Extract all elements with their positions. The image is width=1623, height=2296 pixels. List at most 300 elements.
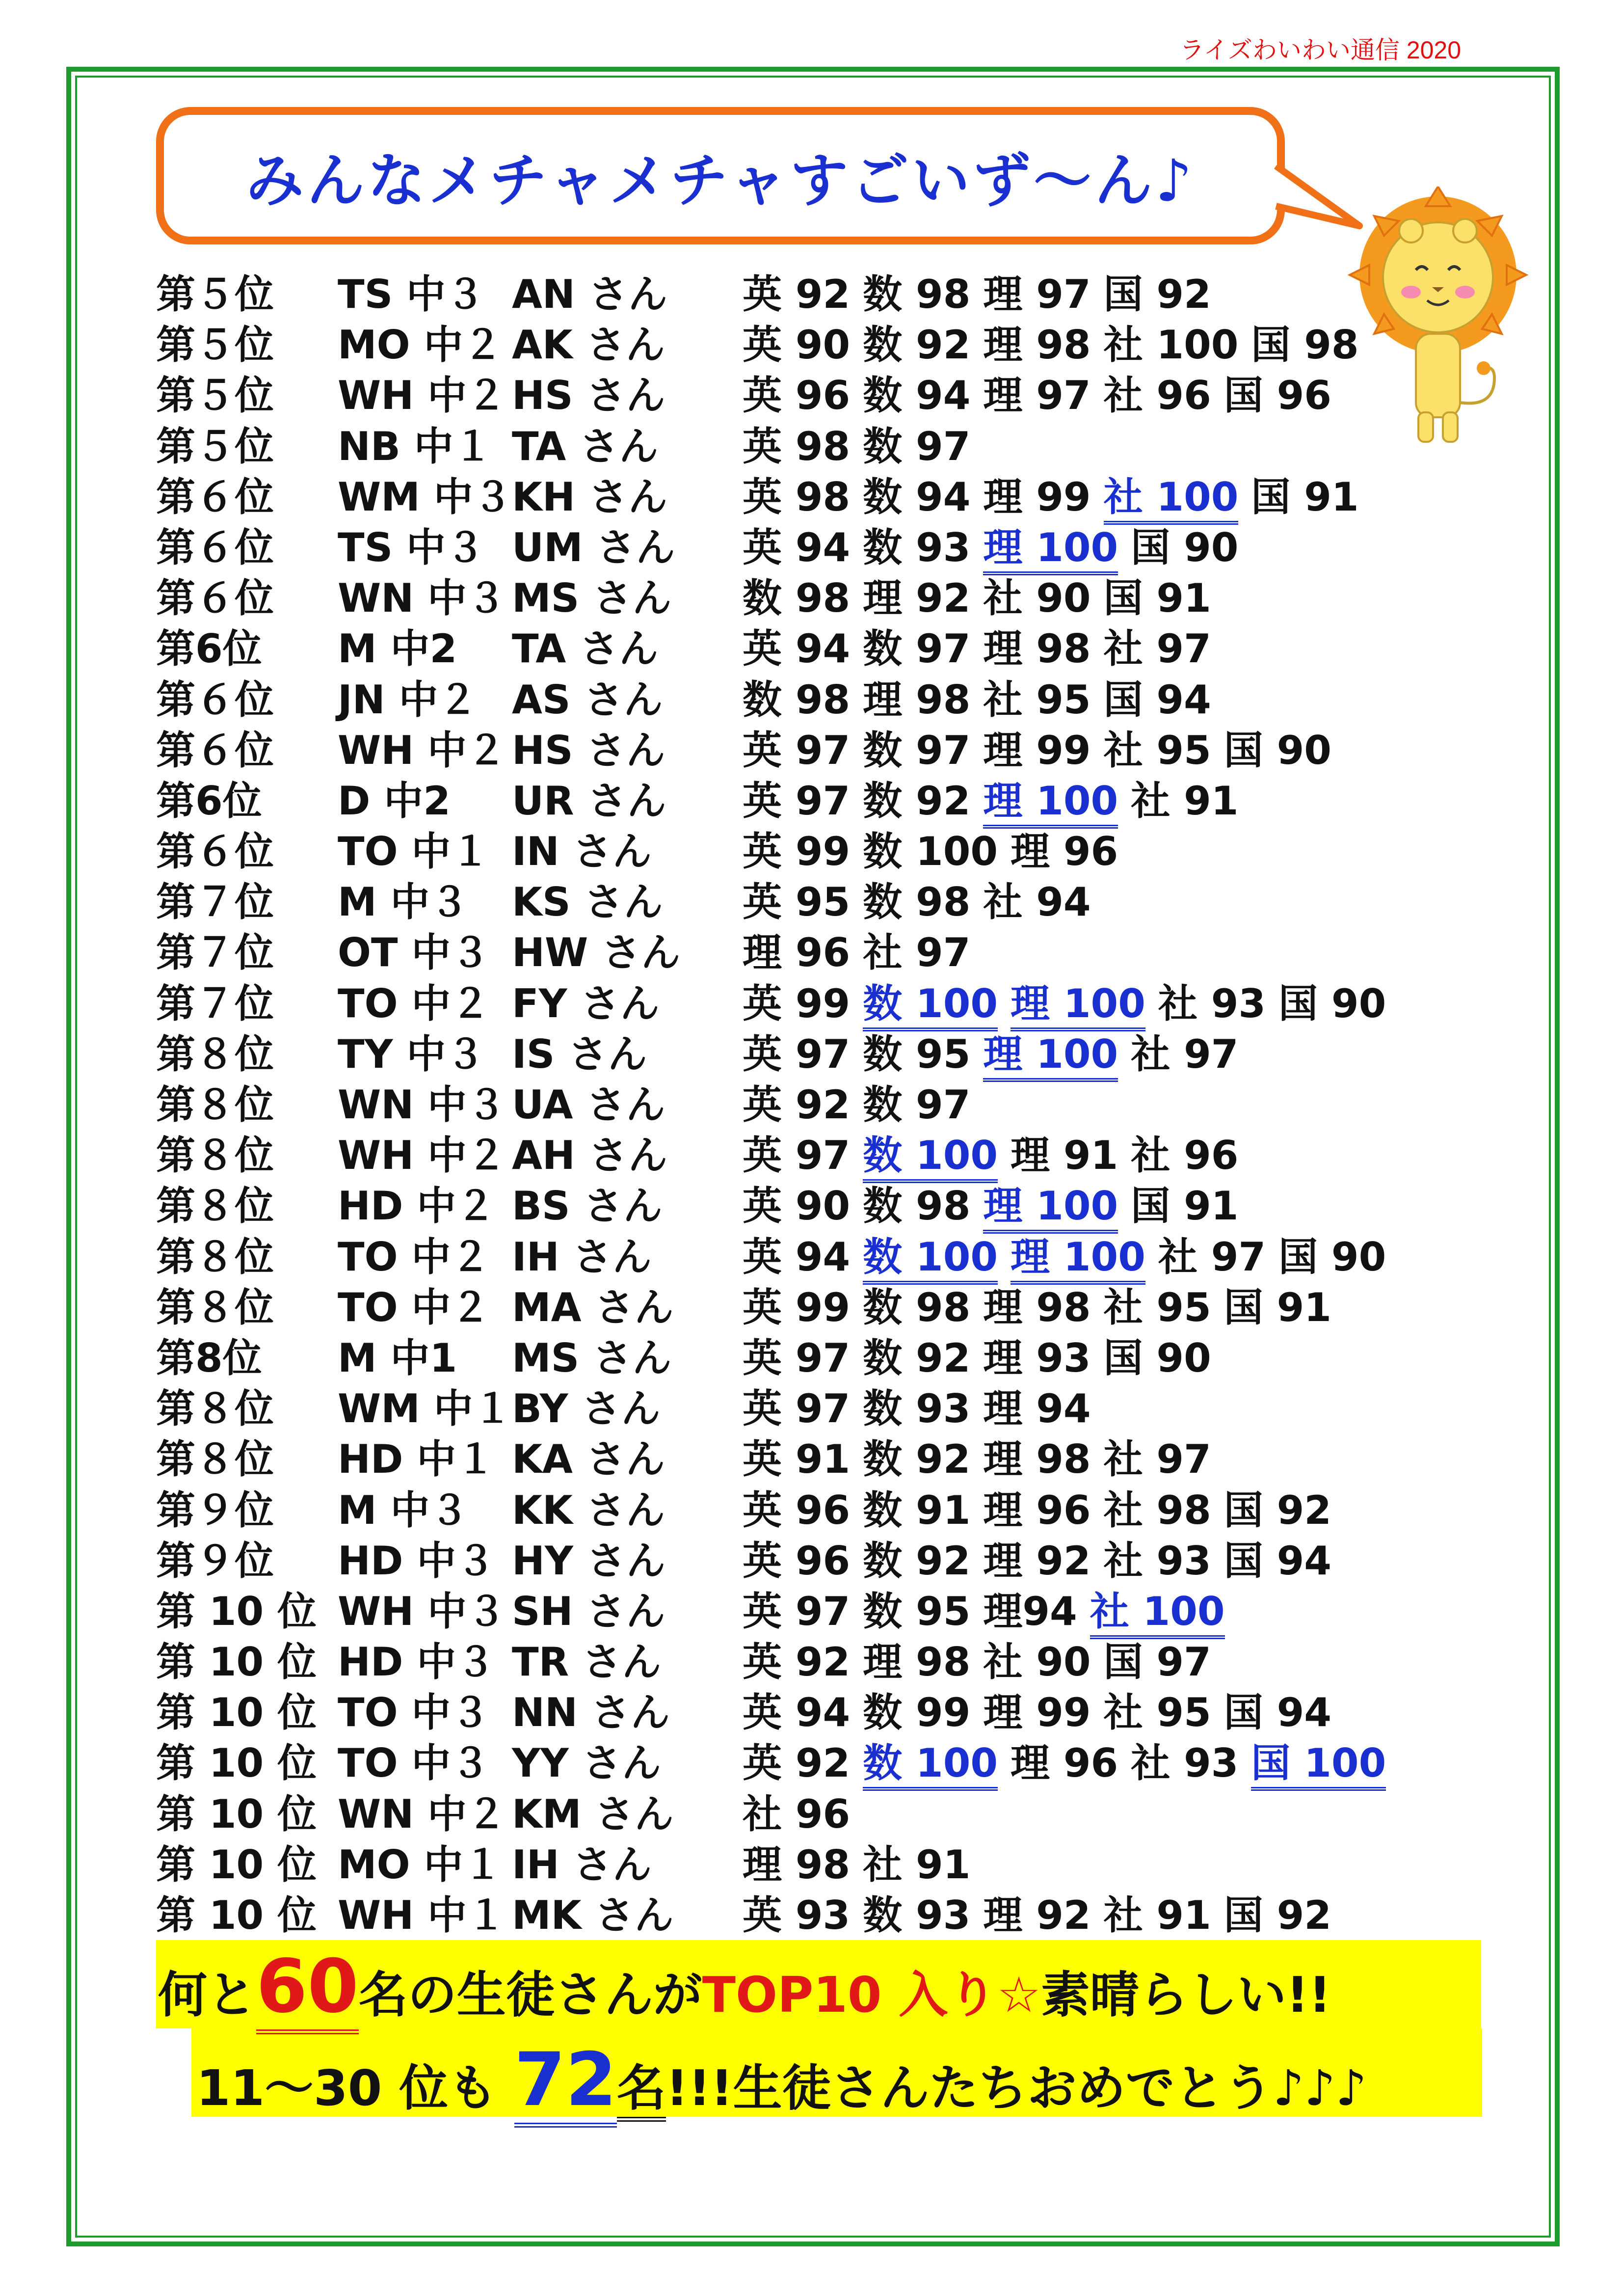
subject-score: 理 92 [863,575,971,621]
subject-score: 社 97 [1103,1436,1211,1483]
student-name: KH さん [512,474,667,520]
subject-score: 英 98 [743,474,851,520]
subject-score: 数 97 [863,423,971,469]
subject-score: 社 97 [1131,1031,1239,1077]
perfect-score: 理 100 [983,1031,1118,1082]
subject-score: 数 92 [863,1538,971,1584]
ranking-row [156,1434,1481,1485]
subject-score: 理 98 [983,322,1091,368]
subject-score: 英 92 [743,1740,851,1786]
subject-score: 国 97 [1103,1639,1211,1685]
ranking-row [156,776,1481,826]
ranking-row [156,1485,1481,1536]
score-list [743,1789,863,1839]
subject-score: 国 92 [1224,1487,1331,1533]
score-list [743,320,1372,370]
rank-label: 第 10 位 [156,1841,317,1888]
subject-score: 数 92 [863,322,971,368]
ranking-row [156,1029,1481,1080]
subject-score: 国 91 [1131,1183,1239,1229]
school-grade: JN 中２ [338,676,478,723]
rank-label: 第８位 [156,1234,274,1280]
subject-score: 理 98 [983,626,1091,672]
subject-score: 数 91 [863,1487,971,1533]
student-name: MS さん [512,1335,672,1381]
subject-score: 理 93 [983,1335,1091,1381]
subject-score: 国 94 [1224,1538,1331,1584]
student-name: KS さん [512,879,663,925]
school-grade: TO 中３ [338,1690,490,1736]
student-name: IH さん [512,1234,652,1280]
ranking-row [156,1333,1481,1383]
score-list [743,1181,1251,1231]
subject-score: 理 91 [1011,1133,1118,1179]
subject-score: 社 95 [983,676,1091,723]
student-name: IS さん [512,1031,647,1077]
rank-label: 第８位 [156,1183,274,1229]
subject-score: 英 97 [743,1031,851,1077]
ranking-row [156,877,1481,927]
subject-score: 数 98 [863,1284,971,1330]
school-grade: M 中1 [338,1335,457,1381]
rank-label: 第８位 [156,1031,274,1077]
subject-score: 数 92 [863,1436,971,1483]
student-name: AS さん [512,676,663,723]
ranking-row [156,1687,1481,1738]
subject-score: 英 94 [743,524,851,570]
subject-score: 理 98 [863,1639,971,1685]
subject-score: 英 97 [743,778,851,824]
rank-label: 第 10 位 [156,1791,317,1837]
subject-score: 理 96 [983,1487,1091,1533]
rank-label: 第６位 [156,727,274,773]
subject-score: 理 98 [743,1841,851,1888]
subject-score: 英 99 [743,980,851,1026]
score-list [743,1839,983,1890]
score-list [743,1637,1224,1687]
summary-text: 何と [158,1966,256,2024]
rank-label: 第９位 [156,1538,274,1584]
perfect-score: 国 100 [1251,1740,1386,1791]
score-list [743,826,1131,877]
school-grade: M 中2 [338,626,457,672]
ranking-row [156,927,1481,978]
speech-bubble [156,107,1285,244]
school-grade: TO 中２ [338,1284,490,1330]
student-name: KA さん [512,1436,665,1483]
school-grade: HD 中２ [338,1183,496,1229]
subject-score: 英 97 [743,1133,851,1179]
perfect-score: 理 100 [983,1183,1118,1234]
subject-score: 数 97 [863,1082,971,1128]
subject-score: 英 99 [743,829,851,875]
subject-score: 社 91 [1131,778,1239,824]
rank-label: 第６位 [156,524,274,570]
school-grade: TS 中３ [338,271,485,317]
rank-label: 第6位 [156,778,262,824]
summary-line-2 [196,2037,1367,2123]
student-name: UR さん [512,778,666,824]
school-grade: D 中2 [338,778,451,824]
score-list [743,573,1224,623]
school-grade: HD 中１ [338,1436,496,1483]
subject-score: 国 91 [1103,575,1211,621]
subject-score: 数 98 [863,1183,971,1229]
score-list [743,472,1372,522]
ranking-row [156,1232,1481,1282]
summary-unit: 名 [617,2059,666,2122]
student-name: YY さん [512,1740,661,1786]
rank-label: 第９位 [156,1487,274,1533]
school-grade: WH 中３ [338,1588,506,1634]
student-name: HS さん [512,373,665,419]
subject-score: 理 96 [1011,1740,1118,1786]
ranking-row [156,1586,1481,1637]
ranking-row [156,421,1481,472]
rank-label: 第 10 位 [156,1740,317,1786]
subject-score: 理 98 [983,1436,1091,1483]
summary-text: !!!生徒さんたちおめでとう♪♪♪ [665,2059,1367,2117]
school-grade: WM 中３ [338,474,512,520]
subject-score: 理 96 [1011,829,1118,875]
student-name: MS さん [512,575,672,621]
subject-score: 英 92 [743,1082,851,1128]
ranking-row [156,1890,1481,1941]
perfect-score: 社 100 [1104,474,1239,525]
subject-score: 英 91 [743,1436,851,1483]
school-grade: TO 中２ [338,980,490,1026]
ranking-row [156,320,1481,370]
score-list [743,1232,1399,1282]
school-grade: TO 中１ [338,829,490,875]
subject-score: 英 92 [743,271,851,317]
school-grade: HD 中３ [338,1538,496,1584]
school-grade: WM 中１ [338,1386,512,1432]
school-grade: M 中３ [338,879,469,925]
subject-score: 数 94 [863,474,971,520]
school-grade: WN 中３ [338,575,506,621]
subject-score: 数 99 [863,1690,971,1736]
subject-score: 社 97 [1158,1234,1266,1280]
subject-score: 理 98 [863,676,971,723]
score-list [743,1282,1344,1333]
score-list [743,1383,1104,1434]
subject-score: 理 94 [983,1386,1091,1432]
school-grade: M 中３ [338,1487,469,1533]
ranking-row [156,826,1481,877]
student-name: NN さん [512,1690,670,1736]
score-list [743,1890,1344,1941]
rank-label: 第８位 [156,1436,274,1483]
rank-label: 第８位 [156,1386,274,1432]
subject-score: 理 99 [983,727,1091,773]
subject-score: 英 97 [743,1588,851,1634]
subject-score: 英 97 [743,727,851,773]
subject-score: 国 90 [1103,1335,1211,1381]
subject-score: 英 92 [743,1639,851,1685]
subject-score: 数 98 [743,676,851,723]
subject-score: 国 92 [1103,271,1211,317]
subject-score: 数 95 [863,1588,971,1634]
student-name: SH さん [512,1588,665,1634]
ranking-row [156,725,1481,776]
subject-score: 国 91 [1251,474,1359,520]
score-list [743,1080,983,1130]
perfect-score: 理 100 [1011,981,1145,1031]
score-list [743,978,1399,1029]
subject-score: 数 92 [863,778,971,824]
subject-score: 英 98 [743,423,851,469]
subject-score: 社 91 [863,1841,971,1888]
subject-score: 英 96 [743,1487,851,1533]
subject-score: 数 98 [863,879,971,925]
rank-label: 第６位 [156,575,274,621]
student-name: UM さん [512,524,675,570]
score-list [743,1029,1251,1080]
rank-label: 第 10 位 [156,1892,317,1938]
subject-score: 理 97 [983,373,1091,419]
score-list [743,725,1344,776]
perfect-score: 数 100 [863,1234,998,1285]
subject-score: 社 98 [1103,1487,1211,1533]
subject-score: 社 100 [1103,322,1239,368]
subject-score: 英 94 [743,626,851,672]
subject-score: 英 90 [743,322,851,368]
subject-score: 数 97 [863,626,971,672]
school-grade: WN 中２ [338,1791,506,1837]
newsletter-title: ライズわいわい通信 2020 [1179,36,1461,64]
summary-count-11-30: 72 [514,2037,617,2128]
subject-score: 理94 [983,1588,1077,1634]
subject-score: 理 97 [983,271,1091,317]
summary-text: 素晴らしい!! [1040,1966,1331,2024]
perfect-score: 理 100 [983,525,1118,575]
student-name: MK さん [512,1892,674,1938]
ranking-row [156,1282,1481,1333]
subject-score: 社 94 [983,879,1091,925]
student-name: HY さん [512,1538,665,1584]
subject-score: 数 100 [863,829,998,875]
school-grade: WH 中２ [338,1133,506,1179]
subject-score: 国 90 [1224,727,1331,773]
score-list [743,1586,1238,1637]
subject-score: 理 99 [983,474,1091,520]
ranking-row [156,573,1481,623]
subject-score: 国 90 [1278,1234,1386,1280]
school-grade: WH 中２ [338,727,506,773]
subject-score: 数 92 [863,1335,971,1381]
subject-score: 英 97 [743,1335,851,1381]
rank-label: 第8位 [156,1335,262,1381]
subject-score: 英 96 [743,1538,851,1584]
subject-score: 理 96 [743,930,851,976]
score-list [743,1536,1344,1586]
subject-score: 社 91 [1103,1892,1211,1938]
rank-label: 第６位 [156,829,274,875]
subject-score: 社 97 [1103,626,1211,672]
student-name: TR さん [512,1639,662,1685]
score-list [743,776,1251,826]
student-name: FY さん [512,980,660,1026]
ranking-row [156,978,1481,1029]
subject-score: 数 95 [863,1031,971,1077]
subject-score: 数 93 [863,1892,971,1938]
summary-count-top10: 60 [256,1944,359,2034]
subject-score: 英 94 [743,1234,851,1280]
score-list [743,1434,1224,1485]
student-name: BY さん [512,1386,661,1432]
school-grade: TY 中３ [338,1031,485,1077]
subject-score: 数 97 [863,727,971,773]
ranking-row [156,623,1481,674]
rank-label: 第８位 [156,1082,274,1128]
score-list [743,522,1251,573]
subject-score: 数 93 [863,524,971,570]
school-grade: MO 中２ [338,322,503,368]
school-grade: MO 中１ [338,1841,503,1888]
rank-label: 第６位 [156,676,274,723]
student-name: KM さん [512,1791,674,1837]
subject-score: 理 92 [983,1892,1091,1938]
subject-score: 国 90 [1131,524,1239,570]
student-name: AK さん [512,322,665,368]
subject-score: 社 95 [1103,727,1211,773]
subject-score: 理 98 [983,1284,1091,1330]
score-list [743,927,983,978]
ranking-row [156,522,1481,573]
subject-score: 理 99 [983,1690,1091,1736]
ranking-row [156,1637,1481,1687]
student-name: IH さん [512,1841,652,1888]
rank-label: 第８位 [156,1284,274,1330]
score-list [743,1130,1251,1181]
rank-label: 第 10 位 [156,1588,317,1634]
school-grade: OT 中３ [338,930,490,976]
rank-label: 第 10 位 [156,1690,317,1736]
school-grade: TO 中２ [338,1234,490,1280]
score-list [743,1333,1224,1383]
bubble-title: みんなメチャメチャすごいず〜ん♪ [245,147,1196,215]
score-list [743,370,1344,421]
student-name: MA さん [512,1284,674,1330]
rank-label: 第５位 [156,373,274,419]
school-grade: WH 中１ [338,1892,506,1938]
school-grade: HD 中３ [338,1639,496,1685]
ranking-list [156,269,1481,1941]
rank-label: 第 10 位 [156,1639,317,1685]
ranking-row [156,1738,1481,1788]
subject-score: 国 91 [1224,1284,1331,1330]
ranking-row [156,1789,1481,1839]
subject-score: 社 90 [983,1639,1091,1685]
summary-top10-label: TOP10 入り☆ [702,1966,1041,2024]
score-list [743,877,1104,927]
rank-label: 第５位 [156,271,274,317]
subject-score: 社 93 [1158,980,1266,1026]
subject-score: 国 90 [1278,980,1386,1026]
subject-score: 社 90 [983,575,1091,621]
perfect-score: 理 100 [1011,1234,1145,1285]
subject-score: 数 93 [863,1386,971,1432]
subject-score: 社 97 [863,930,971,976]
score-list [743,1687,1344,1738]
perfect-score: 数 100 [863,1133,998,1183]
rank-label: 第７位 [156,930,274,976]
subject-score: 国 92 [1224,1892,1331,1938]
subject-score: 数 94 [863,373,971,419]
score-list [743,269,1224,320]
student-name: IN さん [512,829,652,875]
score-list [743,1485,1344,1536]
subject-score: 英 95 [743,879,851,925]
rank-label: 第６位 [156,474,274,520]
subject-score: 社 93 [1131,1740,1239,1786]
perfect-score: 理 100 [983,778,1118,829]
student-name: BS さん [512,1183,663,1229]
ranking-row [156,472,1481,522]
subject-score: 英 93 [743,1892,851,1938]
ranking-row [156,1181,1481,1231]
perfect-score: 社 100 [1090,1589,1225,1639]
ranking-row [156,675,1481,725]
score-list [743,675,1224,725]
subject-score: 社 96 [743,1791,851,1837]
ranking-row [156,1839,1481,1890]
ranking-row [156,1080,1481,1130]
rank-label: 第７位 [156,879,274,925]
student-name: HS さん [512,727,665,773]
subject-score: 社 96 [1103,373,1211,419]
student-name: AH さん [512,1133,667,1179]
student-name: TA さん [512,423,659,469]
subject-score: 英 99 [743,1284,851,1330]
school-grade: WN 中３ [338,1082,506,1128]
subject-score: 英 90 [743,1183,851,1229]
rank-label: 第５位 [156,322,274,368]
rank-label: 第８位 [156,1133,274,1179]
summary-text: 名の生徒さんが [358,1966,702,2024]
rank-label: 第５位 [156,423,274,469]
subject-score: 英 94 [743,1690,851,1736]
student-name: UA さん [512,1082,665,1128]
rank-label: 第6位 [156,626,262,672]
school-grade: WH 中２ [338,373,506,419]
score-list [743,421,983,472]
subject-score: 英 96 [743,373,851,419]
ranking-row [156,1536,1481,1586]
subject-score: 国 94 [1224,1690,1331,1736]
student-name: KK さん [512,1487,665,1533]
ranking-row [156,269,1481,320]
school-grade: TO 中３ [338,1740,490,1786]
summary-line-1 [158,1944,1331,2029]
student-name: HW さん [512,930,681,976]
rank-label: 第７位 [156,980,274,1026]
student-name: TA さん [512,626,659,672]
school-grade: NB 中１ [338,423,493,469]
perfect-score: 数 100 [863,981,998,1031]
subject-score: 国 98 [1251,322,1359,368]
ranking-row [156,370,1481,421]
subject-score: 社 95 [1103,1690,1211,1736]
perfect-score: 数 100 [863,1740,998,1791]
score-list [743,623,1224,674]
subject-score: 国 94 [1103,676,1211,723]
subject-score: 社 93 [1103,1538,1211,1584]
ranking-row [156,1383,1481,1434]
subject-score: 数 98 [743,575,851,621]
subject-score: 英 97 [743,1386,851,1432]
